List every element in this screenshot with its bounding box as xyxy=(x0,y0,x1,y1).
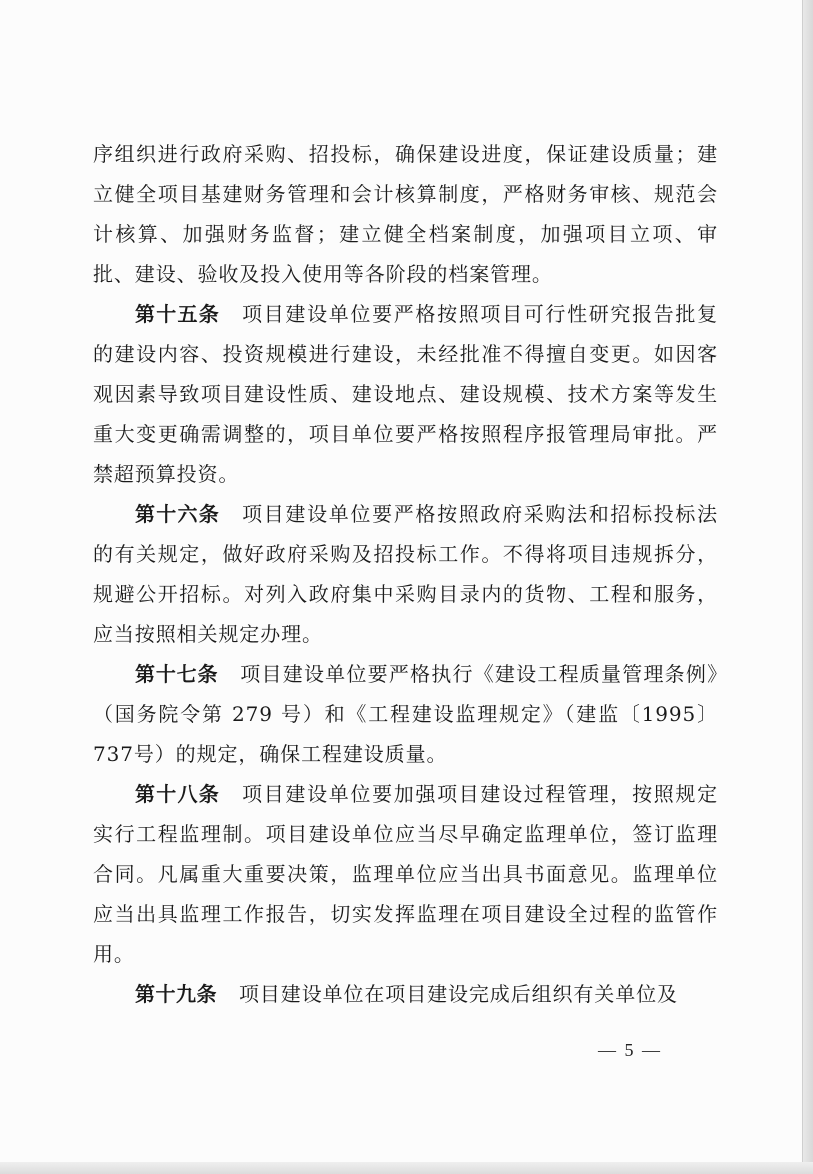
article-text: 项目建设单位要严格执行《建设工程质量管理条例》（国务院令第 279 号）和《工程建设监理规定》（建监〔1995〕737号）的规定，确保工程建设质量。 xyxy=(93,662,719,766)
article-17 xyxy=(93,654,718,774)
document-body xyxy=(93,134,718,1014)
article-text: 项目建设单位要加强项目建设过程管理，按照规定实行工程监理制。项目建设单位应当尽早确定监理单位，签订监理合同。凡属重大重要决策，监理单位应当出具书面意见。监理单位应当出具监理工作报告，切实发挥监理在项目建设全过程的监管作用。 xyxy=(93,782,718,966)
page-edge-shadow xyxy=(802,0,813,1174)
article-15 xyxy=(93,294,718,494)
article-label: 第十六条 xyxy=(135,502,221,526)
paragraph-text: 序组织进行政府采购、招投标，确保建设进度，保证建设质量；建立健全项目基建财务管理和会计核算制度，严格财务审核、规范会计核算、加强财务监督；建立健全档案制度，加强项目立项、审批、建设、验收及投入使用等各阶段的档案管理。 xyxy=(93,142,718,286)
article-text: 项目建设单位要严格按照项目可行性研究报告批复的建设内容、投资规模进行建设，未经批准不得擅自变更。如因客观因素导致项目建设性质、建设地点、建设规模、技术方案等发生重大变更确需调整的，项目单位要严格按照程序报管理局审批。严禁超预算投资。 xyxy=(93,302,718,486)
article-18 xyxy=(93,774,718,974)
article-text: 项目建设单位在项目建设完成后组织有关单位及 xyxy=(239,982,678,1006)
article-label: 第十八条 xyxy=(135,782,221,806)
article-text: 项目建设单位要严格按照政府采购法和招标投标法的有关规定，做好政府采购及招投标工作。不得将项目违规拆分，规避公开招标。对列入政府集中采购目录内的货物、工程和服务，应当按照相关规定办理。 xyxy=(93,502,718,646)
paragraph-continuation xyxy=(93,134,718,294)
article-label: 第十七条 xyxy=(135,662,219,686)
article-16 xyxy=(93,494,718,654)
article-label: 第十九条 xyxy=(135,982,217,1006)
page-bottom-shadow xyxy=(0,1162,813,1174)
page-number: — 5 — xyxy=(598,1040,662,1060)
article-19 xyxy=(93,974,718,1014)
article-label: 第十五条 xyxy=(135,302,221,326)
